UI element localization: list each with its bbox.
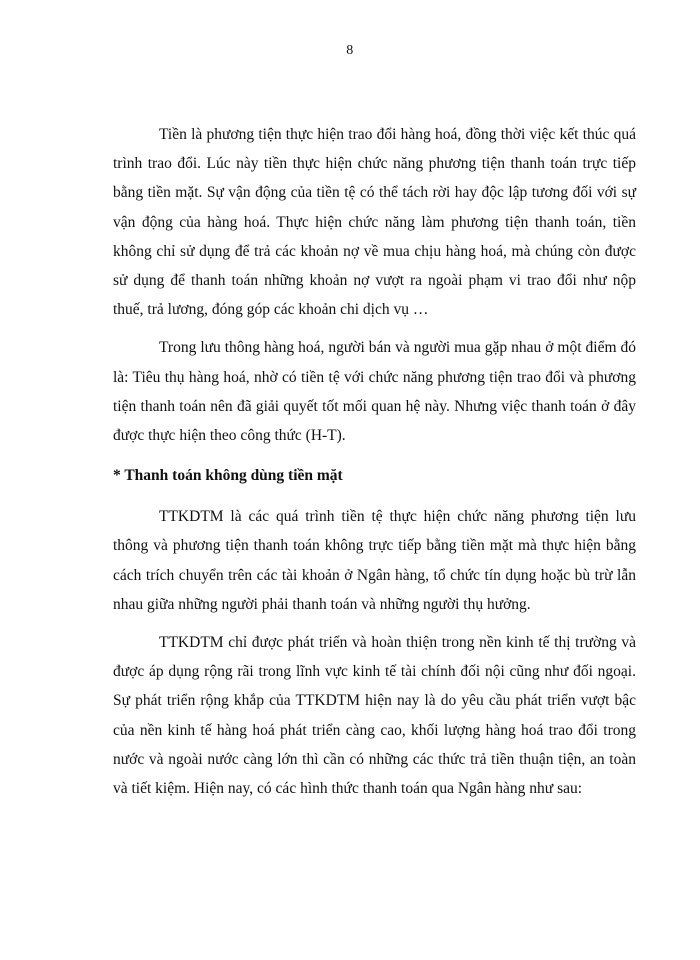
paragraph-money-payment-function: Tiền là phương tiện thực hiện trao đổi hàng hoá, đồng thời việc kết thúc quá trình trao đổi. Lúc này tiền thực hiện chức năng phương tiện thanh toán trực tiếp bằng tiền mặt. Sự vận động của tiền tệ có thể tách rời hay độc lập tương đối với sự vận động của hàng hoá. Thực hiện chức năng làm phương tiện thanh toán, tiền không chỉ sử dụng để trả các khoản nợ về mua chịu hàng hoá, mà chúng còn được sử dụng để thanh toán những khoản nợ vượt ra ngoài phạm vi trao đổi như nộp thuế, trả lương, đóng góp các khoản chi dịch vụ … bbox=[113, 126, 636, 319]
paragraph-ttkdtm-definition: TTKDTM là các quá trình tiền tệ thực hiện chức năng phương tiện lưu thông và phương tiện thanh toán không trực tiếp bằng tiền mặt mà thực hiện bằng cách trích chuyển trên các tài khoản ở Ngân hàng, tổ chức tín dụng hoặc bù trừ lẫn nhau giữa những người phải thanh toán và những người thụ hưởng. bbox=[113, 508, 636, 613]
section-heading-non-cash-payment: * Thanh toán không dùng tiền mặt bbox=[113, 467, 343, 485]
document-body bbox=[113, 120, 636, 803]
paragraph-commodity-circulation: Trong lưu thông hàng hoá, người bán và người mua gặp nhau ở một điểm đó là: Tiêu thụ hàng hoá, nhờ có tiền tệ với chức năng phương tiện trao đổi và phương tiện thanh toán nên đã giải quyết tốt mối quan hệ này. Nhưng việc thanh toán ở đây được thực hiện theo công thức (H-T). bbox=[113, 339, 636, 445]
page-number: 8 bbox=[346, 43, 354, 58]
paragraph-ttkdtm-development: TTKDTM chỉ được phát triển và hoàn thiện trong nền kinh tế thị trường và được áp dụng rộng rãi trong lĩnh vực kinh tế tài chính đối nội cũng như đối ngoại. Sự phát triển rộng khắp của TTKDTM hiện nay là do yêu cầu phát triển vượt bậc của nền kinh tế hàng hoá phát triển càng cao, khối lượng hàng hoá trao đổi trong nước và ngoài nước càng lớn thì cần có những các thức trả tiền thuận tiện, an toàn và tiết kiệm. Hiện nay, có các hình thức thanh toán qua Ngân hàng như sau: bbox=[113, 634, 636, 798]
